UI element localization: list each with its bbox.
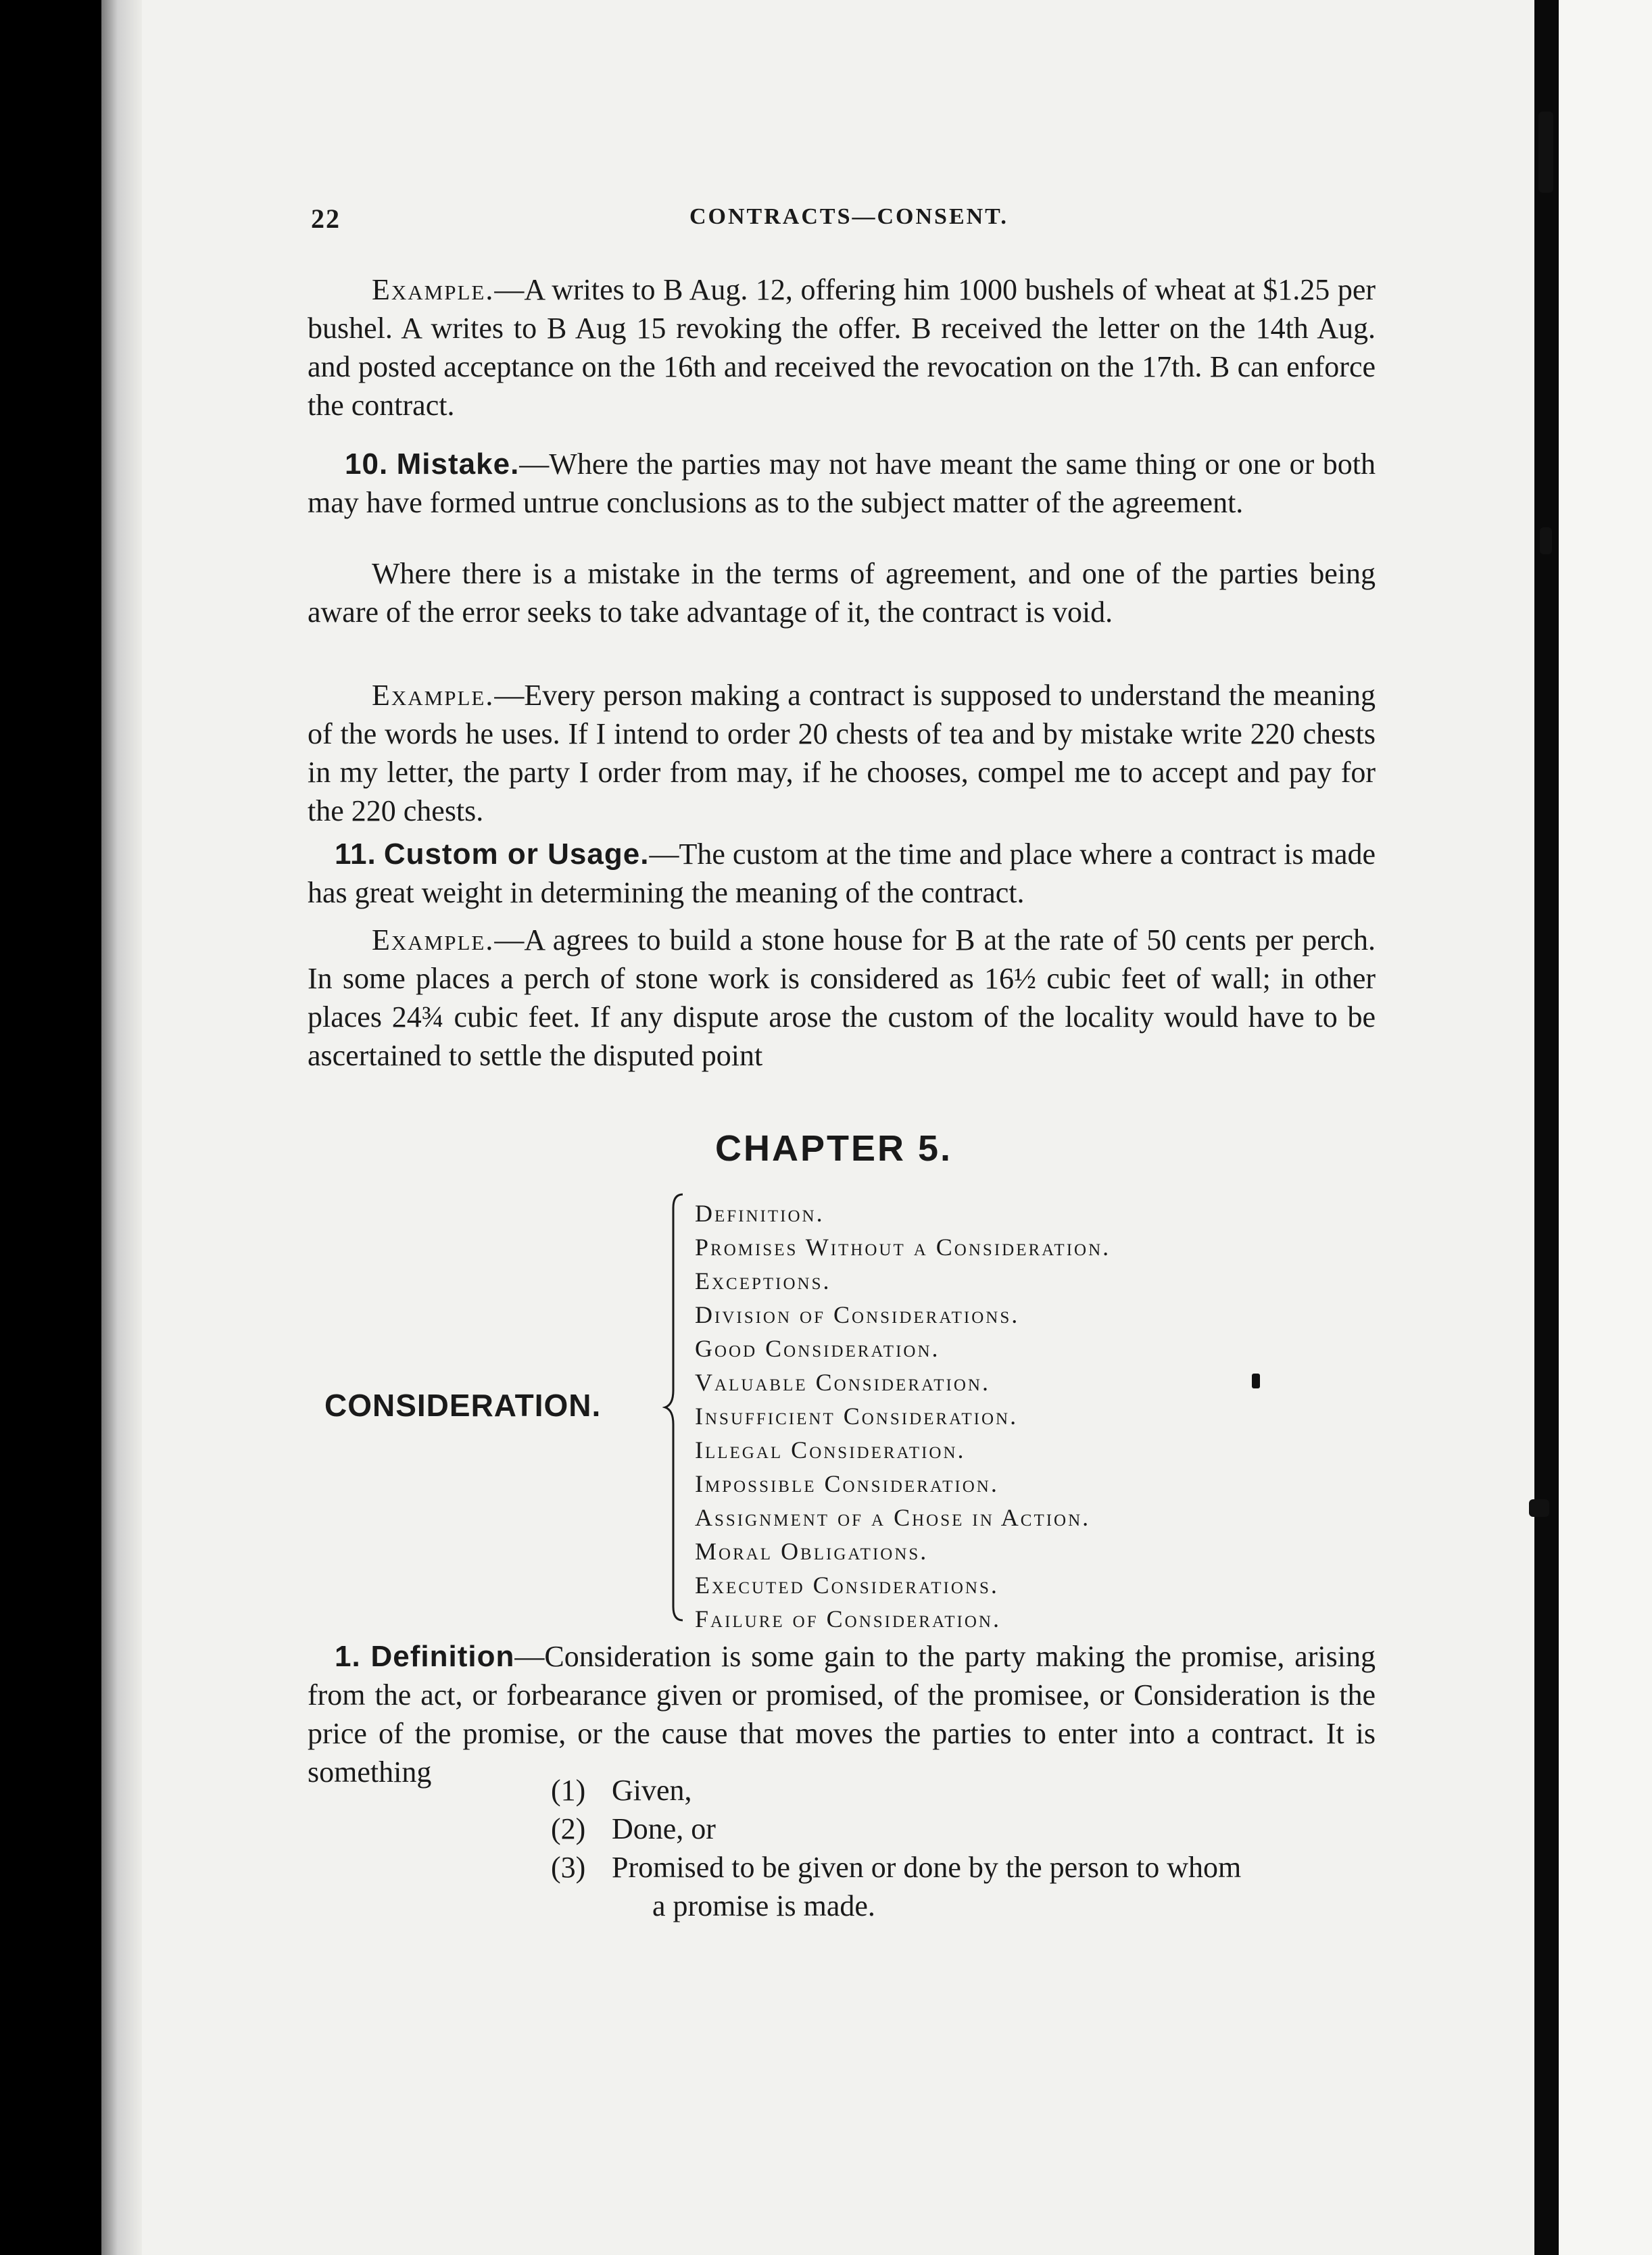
item-text: Done, or: [612, 1812, 716, 1845]
section-title: Custom or Usage.: [383, 838, 650, 871]
definition-paragraph: [308, 1637, 1376, 1791]
topic-item: Good Consideration.: [695, 1335, 940, 1362]
ink-speck: [1252, 1374, 1260, 1388]
scan-mark: [1538, 112, 1553, 193]
section-number: 1.: [335, 1640, 361, 1673]
scan-mark: [1529, 1499, 1549, 1517]
item-text: Given,: [612, 1774, 692, 1807]
section-text: —Where the parties may not have meant the same thing or one or both may have formed untrue conclusions as to the subject matter of the agreement.: [308, 447, 1376, 519]
list-item: [551, 1810, 1376, 1848]
chapter-title: CHAPTER 5.: [715, 1128, 953, 1169]
chapter-subject: CONSIDERATION.: [324, 1388, 602, 1423]
example-text: —A agrees to build a stone house for B at the rate of 50 cents per perch. In some places a perch of stone work is considered as 16½ cubic feet of wall; in other places 24¾ cubic feet. If any dispute arose the custom of the locality would have to be ascertained to settle the disputed point: [308, 923, 1376, 1072]
topic-item: Valuable Consideration.: [695, 1369, 990, 1396]
scan-mark: [1540, 527, 1552, 554]
running-head: CONTRACTS—CONSENT.: [689, 204, 1009, 229]
page-header: [311, 203, 1372, 243]
topic-item: Insufficient Consideration.: [695, 1403, 1019, 1430]
topic-item: Illegal Consideration.: [695, 1436, 966, 1463]
page-number: 22: [311, 203, 341, 234]
section-number: 10.: [345, 447, 389, 481]
section-text: —Consideration is some gain to the party making the promise, arising from the act, or forbearance given or promised, of the promisee, or Consideration is the price of the promise, or the cause that moves the parties to enter into a contract. It is something: [308, 1640, 1376, 1789]
chapter-topics: [695, 1196, 1111, 1636]
section-title: Mistake.: [396, 447, 520, 481]
section-number: 11.: [335, 838, 376, 871]
item-number: (1): [551, 1774, 586, 1807]
item-text: Promised to be given or done by the person to whom: [612, 1851, 1242, 1884]
topic-item: Definition.: [695, 1200, 825, 1227]
list-item: [551, 1848, 1376, 1887]
section-paragraph: [308, 445, 1376, 522]
item-number: (3): [551, 1851, 586, 1884]
example-paragraph: [308, 676, 1376, 830]
example-label: Example.: [372, 273, 495, 306]
binding-shadow: [101, 0, 142, 2255]
topic-item: Executed Considerations.: [695, 1572, 999, 1599]
section-paragraph: [308, 835, 1376, 912]
list-item: [551, 1771, 1376, 1810]
body-paragraph: Where there is a mistake in the terms of agreement, and one of the parties being aware of the error seeks to take advantage of it, the contract is void.: [308, 557, 1376, 629]
topic-item: Moral Obligations.: [695, 1538, 929, 1565]
topic-item: Assignment of a Chose in Action.: [695, 1504, 1091, 1531]
example-paragraph: [308, 921, 1376, 1075]
topic-item: Failure of Consideration.: [695, 1605, 1001, 1632]
section-text: —The custom at the time and place where a contract is made has great weight in determining the meaning of the contract.: [308, 838, 1376, 909]
item-continuation: a promise is made.: [652, 1889, 875, 1922]
brace-icon: [662, 1191, 689, 1624]
example-label: Example.: [372, 923, 495, 956]
topic-item: Promises Without a Consideration.: [695, 1234, 1111, 1261]
example-text: —Every person making a contract is supposed to understand the meaning of the words he uses. If I intend to order 20 chests of tea and by mistake write 220 chests in my letter, the party I order from may, if he chooses, compel me to accept and pay for the 220 chests.: [308, 679, 1376, 827]
topic-item: Division of Considerations.: [695, 1301, 1020, 1328]
topic-item: Exceptions.: [695, 1267, 831, 1294]
facing-page-edge: [1534, 0, 1559, 2255]
item-number: (2): [551, 1812, 586, 1845]
example-text: —A writes to B Aug. 12, offering him 1000 bushels of wheat at $1.25 per bushel. A writes to B Aug 15 revoking the offer. B received the letter on the 14th Aug. and posted acceptance on the 16th and received the revocation on the 17th. B can enforce the contract.: [308, 273, 1376, 422]
topic-item: Impossible Consideration.: [695, 1470, 999, 1497]
example-paragraph: [308, 270, 1376, 425]
facing-page-strip: [1559, 0, 1652, 2255]
section-title: Definition: [370, 1640, 515, 1673]
definition-items: [551, 1771, 1376, 1887]
example-label: Example.: [372, 679, 495, 712]
